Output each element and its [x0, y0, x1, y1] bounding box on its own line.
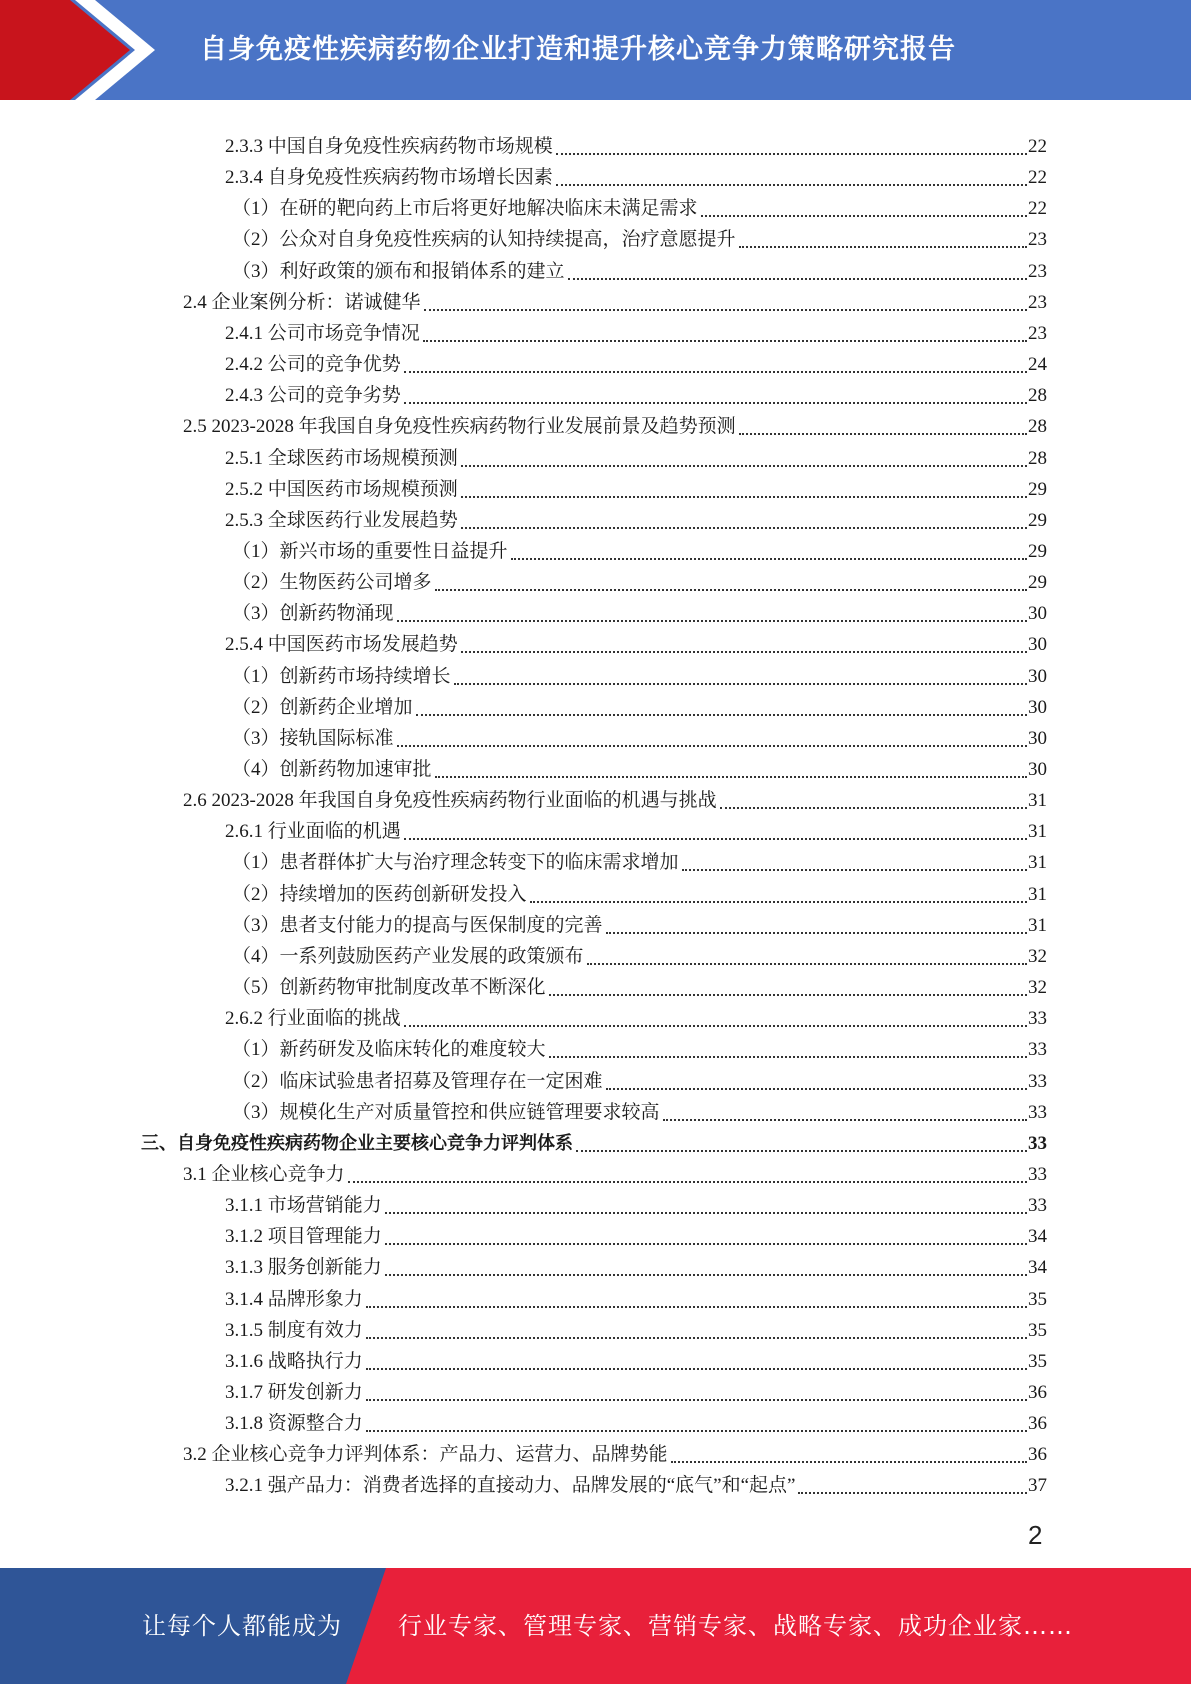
- toc-entry-page: 23: [1028, 260, 1047, 282]
- toc-entry-page: 22: [1028, 167, 1047, 189]
- toc-entry-title: （4）创新药物加速审批: [232, 759, 432, 780]
- toc-dot-leader: [348, 1180, 1027, 1183]
- toc-entry[interactable]: [232, 907, 1047, 938]
- toc-entry-title: 3.1.5 制度有效力: [225, 1319, 363, 1341]
- toc-entry-page: 33: [1028, 1008, 1047, 1030]
- toc-entry-page: 30: [1028, 603, 1047, 625]
- toc-entry-title: （2）创新药企业增加: [232, 696, 413, 718]
- toc-entry-title: 3.2.1 强产品力：消费者选择的直接动力、品牌发展的“底气”和“起点”: [225, 1475, 796, 1497]
- toc-entry[interactable]: [232, 533, 1047, 564]
- toc-entry[interactable]: [232, 595, 1047, 626]
- footer-tagline: 行业专家、管理专家、营销专家、战略专家、成功企业家……: [398, 1612, 1073, 1640]
- toc-dot-leader: [424, 308, 1027, 311]
- page-number: 2: [1028, 1520, 1043, 1550]
- toc-entry[interactable]: [225, 1000, 1047, 1031]
- toc-entry-title: （2）生物医药公司增多: [232, 572, 432, 594]
- toc-dot-leader: [435, 775, 1027, 778]
- toc-entry-page: 30: [1028, 696, 1047, 718]
- toc-entry-title: （3）利好政策的颁布和报销体系的建立: [232, 260, 565, 282]
- toc-entry-title: 2.4.2 公司的竞争优势: [225, 354, 401, 376]
- toc-entry-page: 33: [1028, 1070, 1047, 1092]
- toc-entry-title: 2.4.1 公司市场竞争情况: [225, 322, 420, 344]
- toc-entry[interactable]: [232, 1063, 1047, 1094]
- toc-dot-leader: [385, 1242, 1027, 1245]
- toc-entry-page: 22: [1028, 198, 1047, 220]
- toc-entry-page: 31: [1028, 790, 1047, 812]
- toc-dot-leader: [556, 183, 1027, 186]
- toc-entry-page: 29: [1028, 478, 1047, 500]
- toc-entry-title: （2）临床试验患者招募及管理存在一定困难: [232, 1070, 603, 1092]
- toc-dot-leader: [461, 650, 1027, 653]
- toc-entry-title: （1）患者群体扩大与治疗理念转变下的临床需求增加: [232, 852, 679, 874]
- toc-entry[interactable]: [225, 502, 1047, 533]
- toc-entry[interactable]: [232, 751, 1047, 782]
- toc-entry[interactable]: [232, 564, 1047, 595]
- toc-entry[interactable]: [232, 658, 1047, 689]
- toc-entry-title: （3）接轨国际标准: [232, 727, 394, 749]
- toc-entry-page: 31: [1028, 914, 1047, 936]
- toc-entry-title: 2.6.1 行业面临的机遇: [225, 821, 401, 843]
- toc-entry-page: 33: [1028, 1163, 1047, 1185]
- toc-entry-title: 3.1.2 项目管理能力: [225, 1226, 382, 1248]
- toc-entry-page: 31: [1028, 852, 1047, 874]
- toc-entry-title: 2.5.1 全球医药市场规模预测: [225, 447, 458, 469]
- toc-entry[interactable]: [225, 1249, 1047, 1280]
- toc-entry-title: 2.6.2 行业面临的挑战: [225, 1008, 401, 1030]
- toc-dot-leader: [423, 339, 1027, 342]
- toc-entry[interactable]: [225, 1312, 1047, 1343]
- toc-entry-page: 28: [1028, 447, 1047, 469]
- toc-entry[interactable]: [232, 190, 1047, 221]
- toc-entry-title: 2.6 2023-2028 年我国自身免疫性疾病药物行业面临的机遇与挑战: [183, 790, 717, 812]
- toc-entry-page: 36: [1028, 1382, 1047, 1403]
- toc-dot-leader: [416, 713, 1027, 716]
- toc-dot-leader: [663, 1118, 1027, 1121]
- toc-entry-page: 34: [1028, 1226, 1047, 1248]
- toc-dot-leader: [397, 619, 1027, 622]
- toc-entry[interactable]: [225, 315, 1047, 346]
- toc-entry-page: 32: [1028, 945, 1047, 967]
- toc-entry-page: 33: [1028, 1132, 1047, 1154]
- toc-dot-leader: [798, 1491, 1027, 1494]
- toc-entry[interactable]: [232, 938, 1047, 969]
- toc-entry-title: 2.4.3 公司的竞争劣势: [225, 385, 401, 407]
- toc-entry-title: （1）新药研发及临床转化的难度较大: [232, 1039, 546, 1061]
- toc-entry-page: 28: [1028, 385, 1047, 407]
- toc-entry[interactable]: [141, 1125, 1047, 1156]
- toc-entry-page: 24: [1028, 354, 1047, 376]
- toc-entry[interactable]: [183, 782, 1047, 813]
- toc-entry[interactable]: [225, 346, 1047, 377]
- toc-entry[interactable]: [183, 1436, 1047, 1467]
- toc-dot-leader: [556, 152, 1027, 155]
- toc-entry-page: 34: [1028, 1257, 1047, 1279]
- toc-entry-page: 29: [1028, 540, 1047, 562]
- report-title: 自身免疫性疾病药物企业打造和提升核心竞争力策略研究报告: [200, 34, 956, 65]
- toc-dot-leader: [366, 1429, 1027, 1432]
- toc-entry-page: 23: [1028, 322, 1047, 344]
- toc-dot-leader: [366, 1398, 1027, 1401]
- toc-entry-title: 3.2 企业核心竞争力评判体系：产品力、运营力、品牌势能: [183, 1444, 668, 1466]
- toc-dot-leader: [366, 1305, 1027, 1308]
- toc-dot-leader: [549, 993, 1027, 996]
- toc-entry[interactable]: [225, 128, 1047, 159]
- toc-entry-page: 36: [1028, 1444, 1047, 1466]
- toc-entry[interactable]: [232, 253, 1047, 284]
- toc-entry-page: 32: [1028, 977, 1047, 999]
- toc-entry[interactable]: [225, 377, 1047, 408]
- toc-entry-title: （1）在研的靶向药上市后将更好地解决临床未满足需求: [232, 198, 698, 220]
- toc-entry[interactable]: [225, 1187, 1047, 1218]
- toc-entry-title: （3）患者支付能力的提高与医保制度的完善: [232, 914, 603, 936]
- toc-entry-page: 35: [1028, 1350, 1047, 1372]
- footer-slogan: 让每个人都能成为: [142, 1612, 342, 1640]
- toc-entry-title: 2.5.3 全球医药行业发展趋势: [225, 509, 458, 531]
- toc-entry-title: （1）创新药市场持续增长: [232, 665, 451, 687]
- toc-dot-leader: [576, 1149, 1027, 1152]
- toc-dot-leader: [454, 682, 1027, 685]
- toc-entry-page: 30: [1028, 727, 1047, 749]
- toc-entry-title: 2.3.4 自身免疫性疾病药物市场增长因素: [225, 167, 553, 189]
- toc-dot-leader: [739, 245, 1027, 248]
- toc-entry-page: 29: [1028, 572, 1047, 594]
- toc-entry-page: 33: [1028, 1101, 1047, 1123]
- toc-dot-leader: [397, 744, 1027, 747]
- toc-dot-leader: [682, 868, 1027, 871]
- toc-entry-title: 3.1.8 资源整合力: [225, 1413, 363, 1435]
- toc-dot-leader: [404, 1024, 1027, 1027]
- toc-entry-page: 23: [1028, 291, 1047, 313]
- toc-dot-leader: [511, 557, 1027, 560]
- toc-dot-leader: [404, 837, 1027, 840]
- toc-entry[interactable]: [232, 1031, 1047, 1062]
- toc-entry-title: （1）新兴市场的重要性日益提升: [232, 540, 508, 562]
- toc-entry-page: 22: [1028, 136, 1047, 157]
- toc-dot-leader: [404, 401, 1027, 404]
- toc-entry-title: 2.5.4 中国医药市场发展趋势: [225, 634, 458, 656]
- toc-dot-leader: [435, 588, 1027, 591]
- toc-entry-page: 28: [1028, 416, 1047, 438]
- toc-entry-page: 30: [1028, 665, 1047, 687]
- toc-entry-title: （2）持续增加的医药创新研发投入: [232, 883, 527, 905]
- toc-entry-title: 3.1.3 服务创新能力: [225, 1257, 382, 1279]
- toc-dot-leader: [549, 1055, 1027, 1058]
- toc-entry[interactable]: [232, 969, 1047, 1000]
- toc-dot-leader: [568, 277, 1027, 280]
- toc-dot-leader: [404, 370, 1027, 373]
- toc-dot-leader: [461, 464, 1027, 467]
- toc-entry-page: 31: [1028, 821, 1047, 843]
- toc-entry[interactable]: [225, 1405, 1047, 1436]
- toc-entry-title: （5）创新药物审批制度改革不断深化: [232, 977, 546, 999]
- toc-entry[interactable]: [232, 844, 1047, 875]
- toc-entry-page: 29: [1028, 509, 1047, 531]
- toc-entry-title: （3）规模化生产对质量管控和供应链管理要求较高: [232, 1101, 660, 1123]
- toc-entry[interactable]: [225, 1467, 1047, 1498]
- toc-entry[interactable]: [232, 689, 1047, 720]
- toc-entry[interactable]: [225, 471, 1047, 502]
- toc-entry[interactable]: [225, 1218, 1047, 1249]
- toc-entry[interactable]: [183, 1156, 1047, 1187]
- toc-dot-leader: [385, 1273, 1027, 1276]
- toc-entry-page: 36: [1028, 1413, 1047, 1435]
- toc-entry-title: 2.5.2 中国医药市场规模预测: [225, 478, 458, 500]
- toc-dot-leader: [461, 495, 1027, 498]
- toc-dot-leader: [385, 1211, 1027, 1214]
- toc-entry-page: 37: [1028, 1475, 1047, 1497]
- toc-entry[interactable]: [225, 813, 1047, 844]
- toc-entry-title: 2.5 2023-2028 年我国自身免疫性疾病药物行业发展前景及趋势预测: [183, 416, 736, 438]
- toc-entry-page: 31: [1028, 883, 1047, 905]
- toc-dot-leader: [366, 1336, 1027, 1339]
- toc-entry-page: 30: [1028, 759, 1047, 780]
- toc-entry[interactable]: [225, 1281, 1047, 1312]
- toc-entry-title: 3.1.4 品牌形象力: [225, 1288, 363, 1310]
- toc-entry[interactable]: [232, 1094, 1047, 1125]
- toc-entry[interactable]: [225, 1343, 1047, 1374]
- toc-dot-leader: [720, 806, 1027, 809]
- toc-entry-page: 23: [1028, 229, 1047, 251]
- toc-dot-leader: [671, 1460, 1027, 1463]
- toc-entry-page: 30: [1028, 634, 1047, 656]
- toc-entry[interactable]: [225, 1374, 1047, 1405]
- toc-dot-leader: [366, 1367, 1027, 1370]
- toc-entry[interactable]: [232, 221, 1047, 252]
- toc-entry[interactable]: [232, 876, 1047, 907]
- toc-entry-page: 35: [1028, 1288, 1047, 1310]
- toc-entry-title: 3.1.7 研发创新力: [225, 1382, 363, 1403]
- toc-dot-leader: [530, 900, 1027, 903]
- toc-dot-leader: [461, 526, 1027, 529]
- toc-dot-leader: [606, 931, 1027, 934]
- toc-entry-page: 35: [1028, 1319, 1047, 1341]
- toc-entry[interactable]: [183, 284, 1047, 315]
- toc-entry[interactable]: [225, 440, 1047, 471]
- toc-entry[interactable]: [183, 408, 1047, 439]
- toc-entry-title: （3）创新药物涌现: [232, 603, 394, 625]
- toc-entry-title: （2）公众对自身免疫性疾病的认知持续提高，治疗意愿提升: [232, 229, 736, 251]
- toc-entry-title: 3.1.6 战略执行力: [225, 1350, 363, 1372]
- toc-entry[interactable]: [225, 626, 1047, 657]
- toc-entry[interactable]: [232, 720, 1047, 751]
- toc-entry[interactable]: [225, 159, 1047, 190]
- toc-dot-leader: [606, 1087, 1027, 1090]
- toc-dot-leader: [701, 214, 1027, 217]
- toc-entry-title: 三、自身免疫性疾病药物企业主要核心竞争力评判体系: [141, 1132, 573, 1154]
- toc-entry-page: 33: [1028, 1039, 1047, 1061]
- toc-dot-leader: [739, 432, 1027, 435]
- toc-dot-leader: [587, 962, 1027, 965]
- page-header: [0, 0, 1191, 110]
- toc-entry-title: 2.3.3 中国自身免疫性疾病药物市场规模: [225, 136, 553, 157]
- toc-entry-title: （4）一系列鼓励医药产业发展的政策颁布: [232, 945, 584, 967]
- toc-entry-title: 3.1 企业核心竞争力: [183, 1163, 345, 1185]
- toc-entry-title: 3.1.1 市场营销能力: [225, 1195, 382, 1217]
- toc-entry-title: 2.4 企业案例分析：诺诚健华: [183, 291, 421, 313]
- toc-entry-page: 33: [1028, 1195, 1047, 1217]
- page-footer: [0, 1568, 1191, 1684]
